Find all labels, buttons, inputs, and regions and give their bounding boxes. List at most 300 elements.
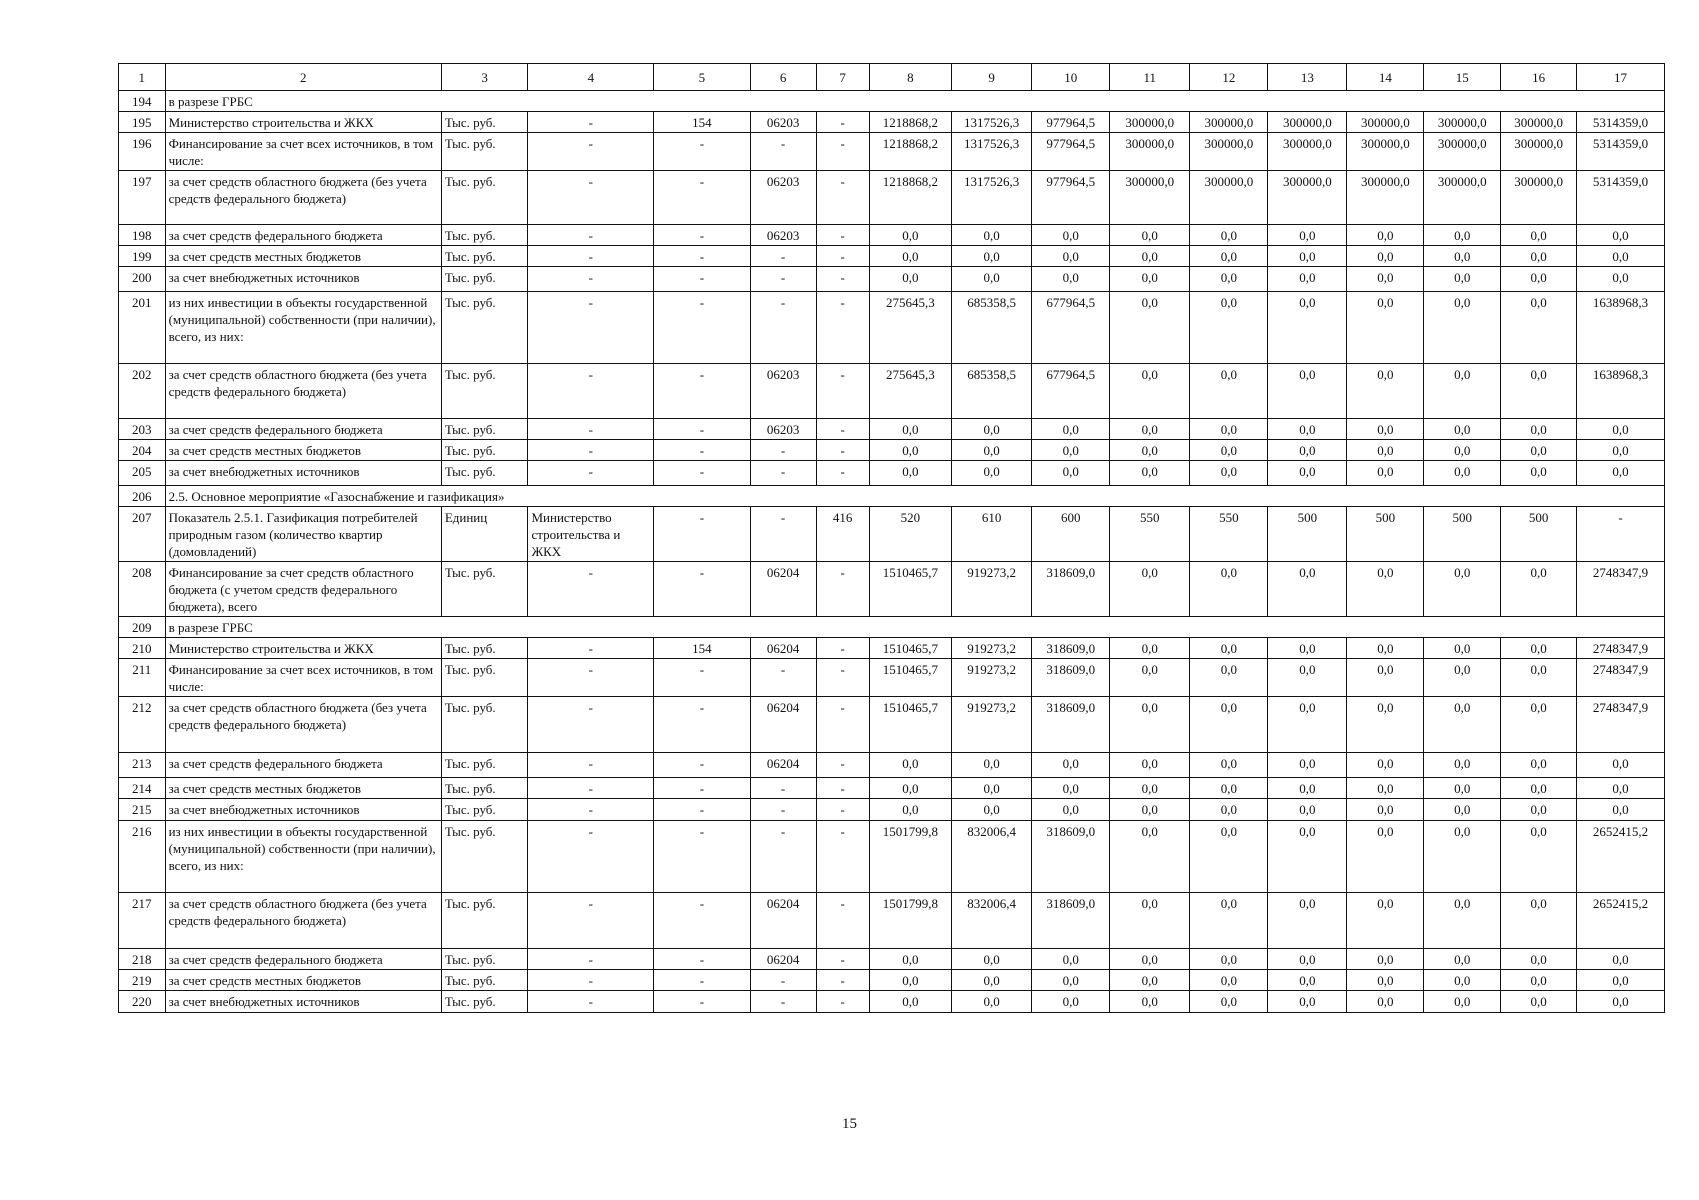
value-cell: 0,0 bbox=[1110, 440, 1190, 461]
table-row bbox=[119, 991, 1665, 1013]
value-cell: 0,0 bbox=[1347, 697, 1424, 753]
value-cell: 0,0 bbox=[1268, 799, 1347, 821]
value-cell: 0,0 bbox=[1501, 292, 1577, 364]
value-cell: 0,0 bbox=[1501, 364, 1577, 419]
value-cell: 0,0 bbox=[1268, 778, 1347, 799]
value-cell: 300000,0 bbox=[1424, 112, 1501, 133]
table-row bbox=[119, 461, 1665, 486]
value-cell: 0,0 bbox=[1424, 799, 1501, 821]
value-cell: 0,0 bbox=[1110, 419, 1190, 440]
value-cell: 0,0 bbox=[1190, 949, 1268, 970]
header-cell: 9 bbox=[952, 64, 1032, 91]
value-cell: 0,0 bbox=[1424, 562, 1501, 617]
value-cell: - bbox=[816, 753, 869, 778]
budget-table-container bbox=[118, 63, 1665, 1013]
section-heading-cell: в разрезе ГРБС bbox=[165, 617, 1664, 638]
value-cell: 0,0 bbox=[1268, 225, 1347, 246]
value-cell: 0,0 bbox=[1268, 659, 1347, 697]
value-cell: 1218868,2 bbox=[869, 112, 951, 133]
value-cell: 0,0 bbox=[1268, 461, 1347, 486]
value-cell: 1317526,3 bbox=[952, 112, 1032, 133]
value-cell: 977964,5 bbox=[1032, 171, 1110, 225]
value-cell: 977964,5 bbox=[1032, 112, 1110, 133]
value-cell: - bbox=[816, 171, 869, 225]
description-cell: за счет средств местных бюджетов bbox=[165, 970, 441, 991]
table-row bbox=[119, 659, 1665, 697]
table-row bbox=[119, 440, 1665, 461]
value-cell: 300000,0 bbox=[1190, 171, 1268, 225]
value-cell: 0,0 bbox=[1501, 246, 1577, 267]
value-cell: 0,0 bbox=[1110, 991, 1190, 1013]
table-row bbox=[119, 778, 1665, 799]
value-cell: 0,0 bbox=[869, 225, 951, 246]
value-cell: - bbox=[654, 267, 750, 292]
value-cell: 06204 bbox=[750, 697, 816, 753]
value-cell: 832006,4 bbox=[952, 893, 1032, 949]
value-cell: 2748347,9 bbox=[1577, 659, 1665, 697]
value-cell: 300000,0 bbox=[1501, 133, 1577, 171]
unit-cell: Единиц bbox=[441, 507, 528, 562]
description-cell: за счет средств местных бюджетов bbox=[165, 440, 441, 461]
header-cell: 6 bbox=[750, 64, 816, 91]
value-cell: 0,0 bbox=[1577, 753, 1665, 778]
description-cell: за счет средств областного бюджета (без учета средств федерального бюджета) bbox=[165, 364, 441, 419]
row-number-cell: 215 bbox=[119, 799, 166, 821]
value-cell: 300000,0 bbox=[1347, 112, 1424, 133]
table-row bbox=[119, 970, 1665, 991]
header-cell: 7 bbox=[816, 64, 869, 91]
value-cell: 0,0 bbox=[1577, 225, 1665, 246]
value-cell: - bbox=[750, 292, 816, 364]
value-cell: 0,0 bbox=[1190, 893, 1268, 949]
row-number-cell: 202 bbox=[119, 364, 166, 419]
value-cell: 0,0 bbox=[1190, 419, 1268, 440]
unit-cell: Тыс. руб. bbox=[441, 821, 528, 893]
value-cell: 06203 bbox=[750, 419, 816, 440]
value-cell: 5314359,0 bbox=[1577, 112, 1665, 133]
value-cell: 0,0 bbox=[1190, 638, 1268, 659]
value-cell: 0,0 bbox=[1032, 753, 1110, 778]
value-cell: - bbox=[750, 133, 816, 171]
value-cell: 0,0 bbox=[1110, 659, 1190, 697]
value-cell: 0,0 bbox=[1190, 440, 1268, 461]
value-cell: 300000,0 bbox=[1190, 112, 1268, 133]
value-cell: 06204 bbox=[750, 893, 816, 949]
value-cell: 0,0 bbox=[1032, 419, 1110, 440]
value-cell: 0,0 bbox=[1110, 697, 1190, 753]
value-cell: 318609,0 bbox=[1032, 659, 1110, 697]
value-cell: 0,0 bbox=[1501, 225, 1577, 246]
value-cell: - bbox=[654, 659, 750, 697]
description-cell: за счет средств областного бюджета (без учета средств федерального бюджета) bbox=[165, 697, 441, 753]
value-cell: - bbox=[654, 292, 750, 364]
description-cell: за счет внебюджетных источников bbox=[165, 799, 441, 821]
row-number-cell: 213 bbox=[119, 753, 166, 778]
header-cell: 2 bbox=[165, 64, 441, 91]
table-row bbox=[119, 949, 1665, 970]
value-cell: 0,0 bbox=[869, 461, 951, 486]
value-cell: - bbox=[816, 893, 869, 949]
value-cell: 1638968,3 bbox=[1577, 292, 1665, 364]
value-cell: 0,0 bbox=[1268, 364, 1347, 419]
header-cell: 16 bbox=[1501, 64, 1577, 91]
value-cell: 0,0 bbox=[952, 419, 1032, 440]
value-cell: - bbox=[816, 364, 869, 419]
value-cell: 0,0 bbox=[1110, 364, 1190, 419]
value-cell: 919273,2 bbox=[952, 562, 1032, 617]
value-cell: 06203 bbox=[750, 171, 816, 225]
value-cell: 500 bbox=[1347, 507, 1424, 562]
value-cell: 0,0 bbox=[1110, 562, 1190, 617]
value-cell: 300000,0 bbox=[1424, 171, 1501, 225]
value-cell: 0,0 bbox=[1190, 991, 1268, 1013]
value-cell: - bbox=[750, 991, 816, 1013]
value-cell: - bbox=[654, 991, 750, 1013]
value-cell: 500 bbox=[1424, 507, 1501, 562]
row-number-cell: 204 bbox=[119, 440, 166, 461]
header-cell: 10 bbox=[1032, 64, 1110, 91]
value-cell: - bbox=[654, 753, 750, 778]
value-cell: 0,0 bbox=[1577, 991, 1665, 1013]
unit-cell: Тыс. руб. bbox=[441, 133, 528, 171]
value-cell: 0,0 bbox=[1110, 821, 1190, 893]
value-cell: 0,0 bbox=[1347, 991, 1424, 1013]
value-cell: 0,0 bbox=[1032, 461, 1110, 486]
table-row bbox=[119, 617, 1665, 638]
table-body bbox=[119, 64, 1665, 1013]
table-row bbox=[119, 638, 1665, 659]
value-cell: 275645,3 bbox=[869, 292, 951, 364]
value-cell: - bbox=[654, 440, 750, 461]
value-cell: - bbox=[654, 419, 750, 440]
row-number-cell: 219 bbox=[119, 970, 166, 991]
value-cell: 1510465,7 bbox=[869, 562, 951, 617]
value-cell: - bbox=[816, 461, 869, 486]
row-number-cell: 207 bbox=[119, 507, 166, 562]
value-cell: 0,0 bbox=[1347, 778, 1424, 799]
value-cell: 0,0 bbox=[1190, 461, 1268, 486]
value-cell: 0,0 bbox=[1347, 440, 1424, 461]
unit-cell: Тыс. руб. bbox=[441, 970, 528, 991]
value-cell: - bbox=[654, 364, 750, 419]
description-cell: Министерство строительства и ЖКХ bbox=[165, 638, 441, 659]
value-cell: 0,0 bbox=[1268, 821, 1347, 893]
value-cell: 520 bbox=[869, 507, 951, 562]
unit-cell: Тыс. руб. bbox=[441, 638, 528, 659]
value-cell: - bbox=[654, 799, 750, 821]
description-cell: Финансирование за счет всех источников, в том числе: bbox=[165, 133, 441, 171]
value-cell: 06204 bbox=[750, 562, 816, 617]
value-cell: 0,0 bbox=[1190, 267, 1268, 292]
value-cell: 0,0 bbox=[1424, 778, 1501, 799]
value-cell: 300000,0 bbox=[1268, 133, 1347, 171]
unit-cell: Тыс. руб. bbox=[441, 171, 528, 225]
unit-cell: Тыс. руб. bbox=[441, 461, 528, 486]
value-cell: - bbox=[654, 507, 750, 562]
value-cell: - bbox=[654, 171, 750, 225]
value-cell: - bbox=[816, 697, 869, 753]
value-cell: 600 bbox=[1032, 507, 1110, 562]
unit-cell: Тыс. руб. bbox=[441, 112, 528, 133]
value-cell: - bbox=[816, 778, 869, 799]
value-cell: 5314359,0 bbox=[1577, 171, 1665, 225]
value-cell: 0,0 bbox=[1501, 267, 1577, 292]
value-cell: - bbox=[816, 419, 869, 440]
value-cell: 1218868,2 bbox=[869, 171, 951, 225]
value-cell: 300000,0 bbox=[1347, 171, 1424, 225]
value-cell: 0,0 bbox=[1347, 225, 1424, 246]
description-cell: Финансирование за счет средств областного бюджета (с учетом средств федерального бюджета), всего bbox=[165, 562, 441, 617]
header-cell: 3 bbox=[441, 64, 528, 91]
value-cell: 0,0 bbox=[1424, 364, 1501, 419]
value-cell: 300000,0 bbox=[1110, 171, 1190, 225]
value-cell: 5314359,0 bbox=[1577, 133, 1665, 171]
value-cell: - bbox=[750, 507, 816, 562]
table-row bbox=[119, 246, 1665, 267]
budget-table bbox=[118, 63, 1665, 1013]
value-cell: 300000,0 bbox=[1424, 133, 1501, 171]
value-cell: 0,0 bbox=[1347, 659, 1424, 697]
value-cell: 1317526,3 bbox=[952, 133, 1032, 171]
value-cell: 0,0 bbox=[952, 949, 1032, 970]
value-cell: 06203 bbox=[750, 112, 816, 133]
value-cell: 0,0 bbox=[1190, 697, 1268, 753]
value-cell: 154 bbox=[654, 638, 750, 659]
value-cell: 0,0 bbox=[1190, 364, 1268, 419]
value-cell: 0,0 bbox=[1577, 949, 1665, 970]
value-cell: - bbox=[654, 821, 750, 893]
description-cell: за счет средств федерального бюджета bbox=[165, 419, 441, 440]
unit-cell: Тыс. руб. bbox=[441, 246, 528, 267]
value-cell: - bbox=[816, 821, 869, 893]
value-cell: 0,0 bbox=[1347, 638, 1424, 659]
value-cell: 1510465,7 bbox=[869, 638, 951, 659]
row-number-cell: 208 bbox=[119, 562, 166, 617]
description-cell: Министерство строительства и ЖКХ bbox=[165, 112, 441, 133]
responsible-cell: - bbox=[528, 638, 654, 659]
value-cell: 0,0 bbox=[1347, 562, 1424, 617]
value-cell: 0,0 bbox=[1268, 949, 1347, 970]
unit-cell: Тыс. руб. bbox=[441, 893, 528, 949]
value-cell: 0,0 bbox=[1577, 440, 1665, 461]
value-cell: 500 bbox=[1501, 507, 1577, 562]
value-cell: 0,0 bbox=[1268, 292, 1347, 364]
responsible-cell: - bbox=[528, 991, 654, 1013]
responsible-cell: - bbox=[528, 419, 654, 440]
value-cell: - bbox=[816, 659, 869, 697]
value-cell: - bbox=[750, 461, 816, 486]
table-row bbox=[119, 697, 1665, 753]
value-cell: - bbox=[654, 949, 750, 970]
row-number-cell: 212 bbox=[119, 697, 166, 753]
description-cell: за счет внебюджетных источников bbox=[165, 991, 441, 1013]
header-cell: 14 bbox=[1347, 64, 1424, 91]
value-cell: 1501799,8 bbox=[869, 821, 951, 893]
responsible-cell: - bbox=[528, 267, 654, 292]
value-cell: 0,0 bbox=[1190, 753, 1268, 778]
value-cell: 0,0 bbox=[1424, 949, 1501, 970]
table-row bbox=[119, 171, 1665, 225]
value-cell: 0,0 bbox=[952, 753, 1032, 778]
value-cell: 0,0 bbox=[1577, 419, 1665, 440]
value-cell: 0,0 bbox=[869, 949, 951, 970]
value-cell: 0,0 bbox=[1110, 970, 1190, 991]
unit-cell: Тыс. руб. bbox=[441, 799, 528, 821]
row-number-cell: 194 bbox=[119, 91, 166, 112]
value-cell: 0,0 bbox=[1501, 659, 1577, 697]
value-cell: 300000,0 bbox=[1110, 133, 1190, 171]
header-row bbox=[119, 64, 1665, 91]
row-number-cell: 206 bbox=[119, 486, 166, 507]
value-cell: - bbox=[750, 246, 816, 267]
value-cell: 0,0 bbox=[1110, 225, 1190, 246]
value-cell: 154 bbox=[654, 112, 750, 133]
responsible-cell: - bbox=[528, 292, 654, 364]
value-cell: 0,0 bbox=[1424, 821, 1501, 893]
table-row bbox=[119, 133, 1665, 171]
value-cell: 0,0 bbox=[1268, 562, 1347, 617]
value-cell: 0,0 bbox=[869, 778, 951, 799]
value-cell: 0,0 bbox=[1268, 893, 1347, 949]
value-cell: - bbox=[816, 970, 869, 991]
value-cell: 318609,0 bbox=[1032, 821, 1110, 893]
value-cell: 0,0 bbox=[1032, 440, 1110, 461]
description-cell: за счет внебюджетных источников bbox=[165, 461, 441, 486]
value-cell: 677964,5 bbox=[1032, 292, 1110, 364]
value-cell: 0,0 bbox=[1110, 246, 1190, 267]
value-cell: 0,0 bbox=[869, 267, 951, 292]
value-cell: 2748347,9 bbox=[1577, 562, 1665, 617]
value-cell: 0,0 bbox=[1424, 440, 1501, 461]
value-cell: 0,0 bbox=[1032, 778, 1110, 799]
value-cell: - bbox=[750, 799, 816, 821]
value-cell: 0,0 bbox=[869, 419, 951, 440]
value-cell: 685358,5 bbox=[952, 364, 1032, 419]
value-cell: 0,0 bbox=[1190, 292, 1268, 364]
row-number-cell: 211 bbox=[119, 659, 166, 697]
value-cell: 300000,0 bbox=[1110, 112, 1190, 133]
description-cell: за счет средств областного бюджета (без учета средств федерального бюджета) bbox=[165, 171, 441, 225]
description-cell: за счет средств федерального бюджета bbox=[165, 753, 441, 778]
responsible-cell: - bbox=[528, 171, 654, 225]
value-cell: 0,0 bbox=[1424, 659, 1501, 697]
value-cell: 1218868,2 bbox=[869, 133, 951, 171]
value-cell: 0,0 bbox=[1424, 991, 1501, 1013]
value-cell: 0,0 bbox=[1110, 949, 1190, 970]
table-row bbox=[119, 821, 1665, 893]
value-cell: 0,0 bbox=[1347, 267, 1424, 292]
unit-cell: Тыс. руб. bbox=[441, 949, 528, 970]
value-cell: 0,0 bbox=[1032, 225, 1110, 246]
value-cell: 0,0 bbox=[952, 799, 1032, 821]
value-cell: 0,0 bbox=[1110, 267, 1190, 292]
value-cell: 300000,0 bbox=[1268, 171, 1347, 225]
row-number-cell: 203 bbox=[119, 419, 166, 440]
responsible-cell: - bbox=[528, 778, 654, 799]
row-number-cell: 214 bbox=[119, 778, 166, 799]
value-cell: 0,0 bbox=[1347, 970, 1424, 991]
value-cell: 0,0 bbox=[1347, 821, 1424, 893]
value-cell: 0,0 bbox=[869, 799, 951, 821]
value-cell: - bbox=[816, 112, 869, 133]
value-cell: 0,0 bbox=[1347, 753, 1424, 778]
responsible-cell: - bbox=[528, 659, 654, 697]
value-cell: 0,0 bbox=[1501, 778, 1577, 799]
value-cell: 0,0 bbox=[1032, 991, 1110, 1013]
value-cell: 0,0 bbox=[1501, 799, 1577, 821]
value-cell: 1510465,7 bbox=[869, 659, 951, 697]
value-cell: 832006,4 bbox=[952, 821, 1032, 893]
value-cell: - bbox=[654, 246, 750, 267]
value-cell: 0,0 bbox=[1347, 419, 1424, 440]
value-cell: - bbox=[750, 821, 816, 893]
value-cell: 0,0 bbox=[1424, 753, 1501, 778]
value-cell: 0,0 bbox=[1110, 638, 1190, 659]
value-cell: 0,0 bbox=[1501, 419, 1577, 440]
table-row bbox=[119, 486, 1665, 507]
header-cell: 1 bbox=[119, 64, 166, 91]
value-cell: 0,0 bbox=[1501, 949, 1577, 970]
value-cell: 0,0 bbox=[1268, 440, 1347, 461]
value-cell: 550 bbox=[1110, 507, 1190, 562]
value-cell: 0,0 bbox=[1190, 562, 1268, 617]
value-cell: - bbox=[750, 267, 816, 292]
header-cell: 13 bbox=[1268, 64, 1347, 91]
value-cell: - bbox=[654, 225, 750, 246]
value-cell: 318609,0 bbox=[1032, 638, 1110, 659]
unit-cell: Тыс. руб. bbox=[441, 697, 528, 753]
value-cell: 0,0 bbox=[869, 246, 951, 267]
value-cell: 0,0 bbox=[1032, 949, 1110, 970]
row-number-cell: 216 bbox=[119, 821, 166, 893]
value-cell: 0,0 bbox=[1110, 292, 1190, 364]
value-cell: 0,0 bbox=[1347, 461, 1424, 486]
value-cell: 318609,0 bbox=[1032, 697, 1110, 753]
value-cell: 0,0 bbox=[1268, 970, 1347, 991]
value-cell: 06203 bbox=[750, 225, 816, 246]
header-cell: 15 bbox=[1424, 64, 1501, 91]
responsible-cell: - bbox=[528, 440, 654, 461]
value-cell: 0,0 bbox=[1347, 949, 1424, 970]
row-number-cell: 218 bbox=[119, 949, 166, 970]
value-cell: 1510465,7 bbox=[869, 697, 951, 753]
value-cell: 275645,3 bbox=[869, 364, 951, 419]
row-number-cell: 200 bbox=[119, 267, 166, 292]
responsible-cell: - bbox=[528, 697, 654, 753]
value-cell: 0,0 bbox=[1577, 246, 1665, 267]
value-cell: - bbox=[816, 440, 869, 461]
value-cell: 318609,0 bbox=[1032, 562, 1110, 617]
unit-cell: Тыс. руб. bbox=[441, 364, 528, 419]
responsible-cell: - bbox=[528, 225, 654, 246]
value-cell: 0,0 bbox=[1501, 638, 1577, 659]
unit-cell: Тыс. руб. bbox=[441, 562, 528, 617]
value-cell: 0,0 bbox=[1424, 267, 1501, 292]
unit-cell: Тыс. руб. bbox=[441, 267, 528, 292]
table-row bbox=[119, 364, 1665, 419]
value-cell: - bbox=[816, 225, 869, 246]
value-cell: 0,0 bbox=[869, 991, 951, 1013]
description-cell: за счет средств местных бюджетов bbox=[165, 246, 441, 267]
value-cell: 0,0 bbox=[1424, 246, 1501, 267]
value-cell: 0,0 bbox=[1268, 246, 1347, 267]
header-cell: 12 bbox=[1190, 64, 1268, 91]
description-cell: Финансирование за счет всех источников, в том числе: bbox=[165, 659, 441, 697]
section-heading-cell: 2.5. Основное мероприятие «Газоснабжение и газификация» bbox=[165, 486, 1664, 507]
table-row bbox=[119, 507, 1665, 562]
value-cell: - bbox=[750, 659, 816, 697]
value-cell: 0,0 bbox=[1347, 292, 1424, 364]
